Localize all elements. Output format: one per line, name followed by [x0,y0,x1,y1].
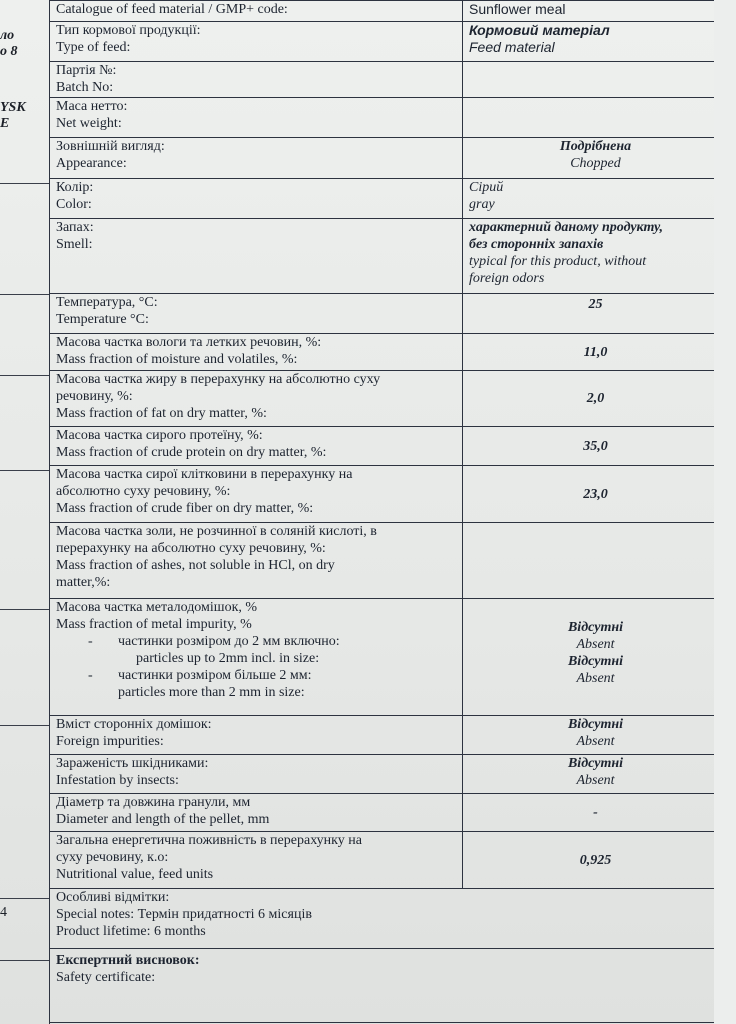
sub-item-ua-text: частинки розміром більше 2 мм: [118,668,312,683]
label-en: Mass fraction of fat on dry matter, %: [56,406,267,421]
label-ua: Масова частка металодомішок, % [56,600,258,615]
value-en-2: foreign odors [469,271,545,286]
value-ua: Відсутні [567,717,624,732]
value-number: 2,0 [586,391,605,406]
notes-line: Product lifetime: 6 months [56,924,206,939]
row-value [463,219,729,294]
row-value [463,832,729,889]
row-value [463,427,729,466]
label-en: Infestation by insects: [56,773,179,788]
value-number: 11,0 [583,344,608,360]
label-en: Appearance: [56,156,127,171]
label-ua: Масова частка сирого протеїну, %: [56,428,263,443]
row-value [463,22,729,62]
value-ua: Подрібнена [559,139,632,154]
row-value [463,62,729,98]
table-row [50,179,729,219]
label-ua-2: речовину, %: [56,389,133,404]
margin-divider [0,725,49,726]
sub-item [56,667,456,701]
label-ua: Тип кормової продукції: [56,23,201,38]
table-row [50,466,729,523]
label-ua: Колір: [56,180,94,195]
label-ua: Масова частка жиру в перерахунку на абсолютно суху [56,372,381,387]
value-en-1: typical for this product, without [469,254,647,269]
value-en: Feed material [469,39,555,55]
row-value [463,1,729,22]
row-label [50,832,463,889]
sub-item [56,633,456,667]
feed-spec-table [49,0,729,1023]
sub-item-ua-text: частинки розміром до 2 мм включно: [118,634,340,649]
value-ua-2: без сторонніх запахів [469,237,604,252]
label-ua: Зовнішній вигляд: [56,139,165,154]
value-ua: Сірий [469,180,504,195]
label-en: Color: [56,197,92,212]
margin-divider [0,183,49,184]
notes-line: Special notes: Термін придатності 6 місяців [56,907,312,922]
margin-mark: 4 [0,905,7,920]
value-en: gray [469,197,495,212]
row-value [463,716,729,755]
table-row [50,371,729,427]
value-text: Sunflower meal [469,1,566,17]
margin-divider [0,960,49,961]
value-ua: Відсутні [567,756,624,771]
margin-mark: ло [0,28,15,43]
margin-divider [0,294,49,295]
label-en: Temperature °С: [56,312,149,327]
label-ua: Зараженість шкідниками: [56,756,209,771]
margin-divider [0,375,49,376]
margin-mark: E [0,116,10,131]
row-label [50,22,463,62]
table-row [50,98,729,138]
label-ua: Запах: [56,220,94,235]
label-ua: Діаметр та довжина гранули, мм [56,795,251,810]
bullet-icon: - [88,634,93,649]
table-row [50,889,729,949]
value-number: 0,925 [579,852,612,868]
notes-title: Особливі відмітки: [56,890,170,905]
margin-mark: о 8 [0,44,18,59]
row-value [463,523,729,599]
label-en: Foreign impurities: [56,734,164,749]
sub-item-ua [56,667,456,684]
row-value [463,371,729,427]
label-en: Mass fraction of crude fiber on dry matter, %: [56,501,314,516]
value-en: Absent [576,671,615,686]
label-en: Smell: [56,237,93,252]
sub-item-ua [56,633,456,650]
table-row [50,599,729,716]
row-label [50,138,463,179]
label-en: Mass fraction of crude protein on dry matter, %: [56,445,327,460]
margin-divider [0,470,49,471]
table-row [50,832,729,889]
label-en: Batch No: [56,80,114,95]
row-value [463,98,729,138]
notes-cell [50,889,729,949]
label-en-2: matter,%: [56,575,111,590]
value-ua: Кормовий матеріал [469,22,610,38]
left-margin-column [0,0,50,1024]
label-en: Net weight: [56,116,122,131]
table-row [50,794,729,832]
label-ua-2: суху речовину, к.о: [56,850,169,865]
value-number: 25 [588,297,603,312]
value-en: Absent [576,773,615,788]
row-label [50,1,463,22]
label-text: Catalogue of feed material / GMP+ code: [56,2,288,17]
margin-mark: YSK [0,100,26,115]
label-en: Nutritional value, feed units [56,867,214,882]
row-label [50,523,463,599]
certificate-label: Safety certificate: [56,970,156,985]
label-ua: Температура, °С: [56,295,158,310]
row-label [50,98,463,138]
label-ua: Партія №: [56,63,117,78]
table-row [50,334,729,371]
value-ua: Відсутні [567,654,624,669]
value-number: 35,0 [583,438,608,454]
table-row [50,949,729,1023]
label-en: Mass fraction of ashes, not soluble in HCl, on dry [56,558,335,573]
label-ua: Загальна енергетична поживність в перерахунку на [56,833,362,848]
table-row [50,22,729,62]
row-label [50,334,463,371]
table-row [50,755,729,794]
certificate-title: Експертний висновок: [56,953,200,968]
label-ua-2: перерахунку на абсолютно суху речовину, %: [56,541,326,556]
label-ua-2: абсолютно суху речовину, %: [56,484,231,499]
sub-item-en: particles up to 2mm incl. in size: [136,651,320,666]
value-en: Absent [576,637,615,652]
row-label [50,466,463,523]
label-en: Type of feed: [56,40,131,55]
value-ua-1: характерний даному продукту, [469,220,664,235]
label-en: Diameter and length of the pellet, mm [56,812,270,827]
row-label [50,219,463,294]
margin-divider [0,898,49,899]
value-ua: Відсутні [567,620,624,635]
sub-item-en: particles more than 2 mm in size: [118,685,305,700]
certificate-cell [50,949,729,1023]
value-en: Chopped [570,156,621,171]
table-row [50,716,729,755]
row-label [50,599,463,716]
bullet-icon: - [88,668,93,683]
label-ua: Вміст сторонніх домішок: [56,717,212,732]
table-row [50,62,729,98]
label-ua: Масова частка золи, не розчинної в соляній кислоті, в [56,524,377,539]
row-label [50,794,463,832]
row-label [50,371,463,427]
row-label [50,294,463,334]
table-row [50,294,729,334]
table-row [50,138,729,179]
margin-divider [0,609,49,610]
row-label [50,179,463,219]
page-edge [714,0,736,1024]
value-number: 23,0 [583,486,608,502]
row-value [463,294,729,334]
label-ua: Масова частка вологи та летких речовин, %: [56,335,322,350]
row-value [463,138,729,179]
row-value [463,179,729,219]
table-row [50,427,729,466]
table-row [50,523,729,599]
label-ua: Маса нетто: [56,99,128,114]
table-row [50,219,729,294]
row-label [50,755,463,794]
row-value [463,599,729,716]
value-number: - [593,805,598,820]
value-en: Absent [576,734,615,749]
row-label [50,62,463,98]
label-en: Mass fraction of metal impurity, % [56,617,252,632]
row-value [463,466,729,523]
row-value [463,794,729,832]
label-ua: Масова частка сирої клітковини в перерахунку на [56,467,353,482]
row-label [50,716,463,755]
row-value [463,755,729,794]
table-row [50,1,729,22]
label-en: Mass fraction of moisture and volatiles, %: [56,352,298,367]
row-value [463,334,729,371]
row-label [50,427,463,466]
